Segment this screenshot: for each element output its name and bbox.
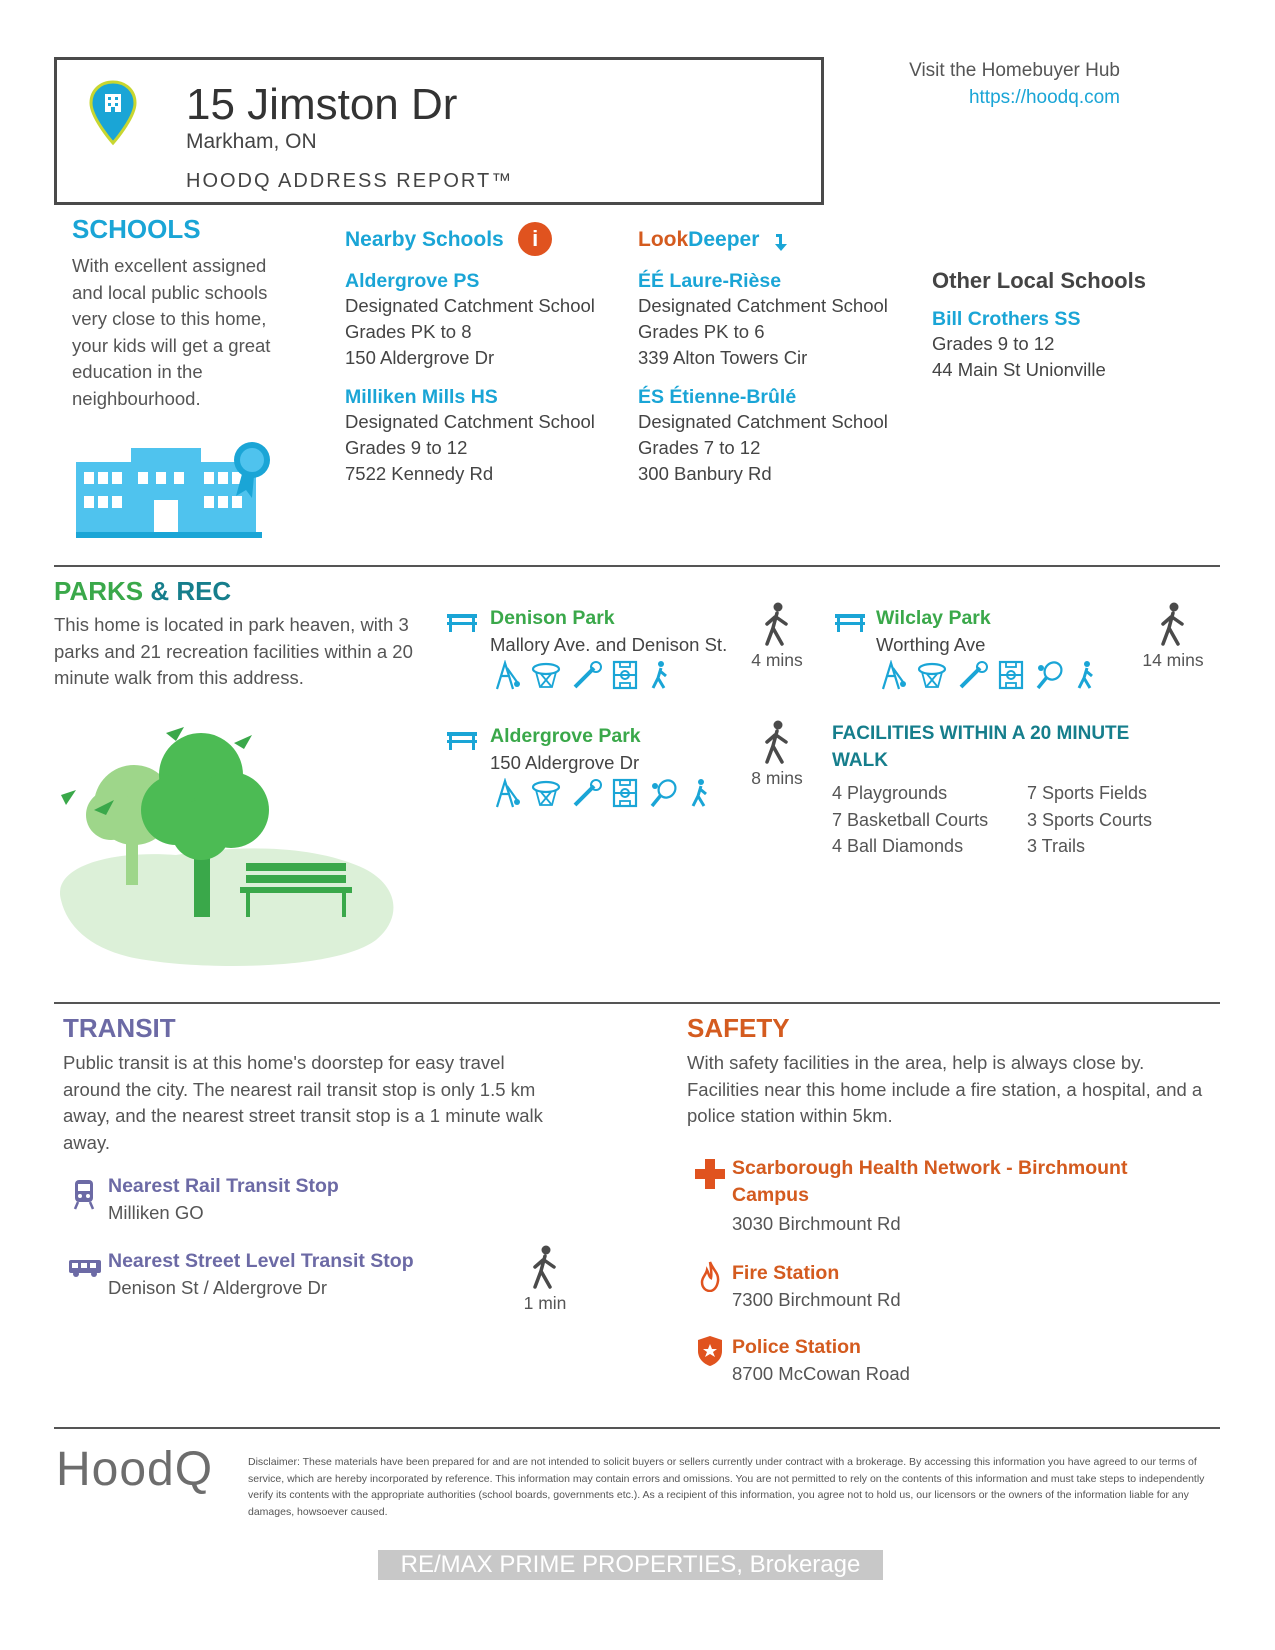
playground-icon <box>493 778 521 808</box>
lookdeeper-heading[interactable] <box>638 228 792 253</box>
transit-description: Public transit is at this home's doorstep for easy travel around the city. The nearest rail transit stop is only 1.5 km away, and the nearest street transit stop is a 1 minute walk away. <box>63 1052 543 1153</box>
school-type: Designated Catchment School <box>638 411 888 432</box>
sports-field-icon <box>998 660 1024 690</box>
hospital-address: 3030 Birchmount Rd <box>732 1213 901 1234</box>
basketball-icon <box>531 778 561 808</box>
facilities-right <box>1027 780 1152 860</box>
facility-item: 3 Trails <box>1027 836 1086 856</box>
playground-icon <box>879 660 907 690</box>
school-address: 7522 Kennedy Rd <box>345 463 494 484</box>
facilities-left <box>832 780 988 860</box>
school-grades: Grades 9 to 12 <box>932 333 1055 354</box>
address-city: Markham, ON <box>186 130 317 153</box>
school-type: Designated Catchment School <box>638 295 888 316</box>
school-name[interactable]: ÉÉ Laure-Rièse <box>638 270 782 292</box>
street-label[interactable]: Nearest Street Level Transit Stop <box>108 1250 414 1272</box>
police-station[interactable] <box>732 1334 910 1385</box>
bench-icon <box>834 612 866 634</box>
park-name[interactable]: Aldergrove Park <box>490 725 641 747</box>
bench-icon <box>446 730 478 752</box>
nearby-school-0[interactable] <box>345 270 595 371</box>
park-0-facility-icons <box>493 660 677 695</box>
safety-description: With safety facilities in the area, help is always close by. Facilities near this home include a fire station, a hospital, and a police station within 5km. <box>687 1052 1203 1126</box>
basketball-icon <box>917 660 947 690</box>
school-address: 300 Banbury Rd <box>638 463 772 484</box>
trail-hiker-icon <box>649 660 671 690</box>
park-walk-time: 8 mins <box>751 768 803 788</box>
park-walk-time: 14 mins <box>1142 650 1204 670</box>
park-0[interactable] <box>490 607 727 656</box>
park-illustration-icon <box>56 715 401 970</box>
address-title: 15 Jimston Dr <box>186 80 458 129</box>
brokerage-banner: RE/MAX PRIME PROPERTIES, Brokerage <box>378 1550 883 1580</box>
hub-link[interactable]: https://hoodq.com <box>968 87 1120 108</box>
park-1-facility-icons <box>879 660 1103 695</box>
deeper-school-1[interactable] <box>638 386 888 487</box>
tennis-icon <box>1035 660 1065 690</box>
parks-title-b: & REC <box>143 576 232 606</box>
info-icon[interactable]: i <box>518 222 552 256</box>
hospital-name[interactable]: Scarborough Health Network - Birchmount Campus <box>732 1157 1128 1206</box>
divider-footer <box>54 1427 1220 1429</box>
homebuyer-hub <box>880 57 1120 111</box>
school-grades: Grades 9 to 12 <box>345 437 468 458</box>
school-grades: Grades PK to 6 <box>638 321 765 342</box>
rail-label[interactable]: Nearest Rail Transit Stop <box>108 1175 339 1197</box>
school-type: Designated Catchment School <box>345 411 595 432</box>
fire-station[interactable] <box>732 1260 901 1311</box>
nearby-school-1[interactable] <box>345 386 595 487</box>
school-grades: Grades 7 to 12 <box>638 437 761 458</box>
bench-icon <box>446 612 478 634</box>
deeper-school-0[interactable] <box>638 270 888 371</box>
transit-title: TRANSIT <box>63 1013 176 1043</box>
train-icon <box>73 1178 95 1210</box>
safety-title: SAFETY <box>687 1013 790 1043</box>
trail-hiker-icon <box>1075 660 1097 690</box>
report-label: HOODQ ADDRESS REPORT™ <box>186 170 514 192</box>
school-address: 44 Main St Unionville <box>932 359 1106 380</box>
school-address: 150 Aldergrove Dr <box>345 347 495 368</box>
park-2[interactable] <box>490 725 641 774</box>
bus-icon <box>68 1258 102 1278</box>
school-name[interactable]: Aldergrove PS <box>345 270 480 292</box>
lookdeeper-deeper: Deeper <box>688 228 760 251</box>
schools-description: With excellent assigned and local public schools very close to this home, your kids will get a great education in the neighbourhood. <box>72 255 271 409</box>
baseball-icon <box>572 660 602 690</box>
park-address: Worthing Ave <box>876 634 986 655</box>
facility-item: 3 Sports Courts <box>1027 809 1153 830</box>
rail-station: Milliken GO <box>108 1202 204 1223</box>
facility-item: 4 Playgrounds <box>832 783 948 803</box>
arrow-down-icon <box>772 231 792 253</box>
other-school-0[interactable] <box>932 308 1106 383</box>
park-1[interactable] <box>876 607 991 656</box>
baseball-icon <box>572 778 602 808</box>
facility-item: 7 Sports Fields <box>1027 783 1148 803</box>
fire-address: 7300 Birchmount Rd <box>732 1289 901 1310</box>
sports-field-icon <box>612 778 638 808</box>
park-walk-time: 4 mins <box>751 650 803 670</box>
lookdeeper-look: Look <box>638 228 689 251</box>
park-name[interactable]: Denison Park <box>490 607 615 629</box>
school-name[interactable]: Milliken Mills HS <box>345 386 498 408</box>
school-name[interactable]: ÉS Étienne-Brûlé <box>638 386 797 408</box>
nearby-schools-label: Nearby Schools <box>345 228 504 252</box>
school-address: 339 Alton Towers Cir <box>638 347 808 368</box>
facilities-title: FACILITIES WITHIN A 20 MINUTE WALK <box>832 723 1130 771</box>
park-name[interactable]: Wilclay Park <box>876 607 991 629</box>
basketball-icon <box>531 660 561 690</box>
street-transit[interactable] <box>108 1250 414 1299</box>
school-name[interactable]: Bill Crothers SS <box>932 308 1081 330</box>
facility-item: 4 Ball Diamonds <box>832 836 964 856</box>
street-stop: Denison St / Aldergrove Dr <box>108 1277 328 1298</box>
hub-text: Visit the Homebuyer Hub <box>909 60 1120 81</box>
police-badge-icon <box>697 1335 723 1367</box>
disclaimer: Disclaimer: These materials have been prepared for and are not intended to solicit buyers or sellers currently under contract with a brokerage. By accessing this information you have agreed to our terms of service, which are hereby incorporated by reference. This information may contain errors and omissions. You are not permitted to rely on the contents of this information and must take steps to independently verify its contents with the appropriate authorities (school boards, governments etc.). As a recipient of this information, you agree not to hold us, our licensors or the owners of the information liable for any damages, howsoever caused. <box>248 1456 1205 1518</box>
police-address: 8700 McCowan Road <box>732 1363 910 1384</box>
parks-title-a: PARKS <box>54 576 144 606</box>
parks-description: This home is located in park heaven, with 3 parks and 21 recreation facilities within a 20 minute walk from this address. <box>54 614 413 688</box>
fire-name[interactable]: Fire Station <box>732 1262 840 1284</box>
street-walk-time: 1 min <box>523 1293 567 1313</box>
walk-icon <box>530 1245 560 1289</box>
rail-transit[interactable] <box>108 1175 339 1224</box>
park-address: 150 Aldergrove Dr <box>490 752 640 773</box>
hoodq-logo: HoodQ <box>56 1443 214 1496</box>
park-address: Mallory Ave. and Denison St. <box>490 634 728 655</box>
other-schools-heading: Other Local Schools <box>932 268 1146 293</box>
hospital[interactable] <box>732 1155 1202 1235</box>
walk-icon <box>762 720 792 764</box>
baseball-icon <box>958 660 988 690</box>
sports-field-icon <box>612 660 638 690</box>
schools-title: SCHOOLS <box>72 214 201 244</box>
nearby-schools-heading <box>345 228 552 256</box>
park-2-facility-icons <box>493 778 717 813</box>
divider-parks <box>54 1002 1220 1004</box>
police-name[interactable]: Police Station <box>732 1336 861 1358</box>
trail-hiker-icon <box>689 778 711 808</box>
divider-schools <box>54 565 1220 567</box>
walk-icon <box>762 602 792 646</box>
facility-item: 7 Basketball Courts <box>832 809 989 830</box>
playground-icon <box>493 660 521 690</box>
school-grades: Grades PK to 8 <box>345 321 472 342</box>
fire-icon <box>699 1260 721 1292</box>
home-pin-icon <box>88 80 138 146</box>
school-type: Designated Catchment School <box>345 295 595 316</box>
walk-icon <box>1158 602 1188 646</box>
school-building-icon <box>76 440 276 540</box>
parks-title <box>54 576 231 607</box>
tennis-icon <box>649 778 679 808</box>
hospital-cross-icon <box>694 1158 726 1190</box>
